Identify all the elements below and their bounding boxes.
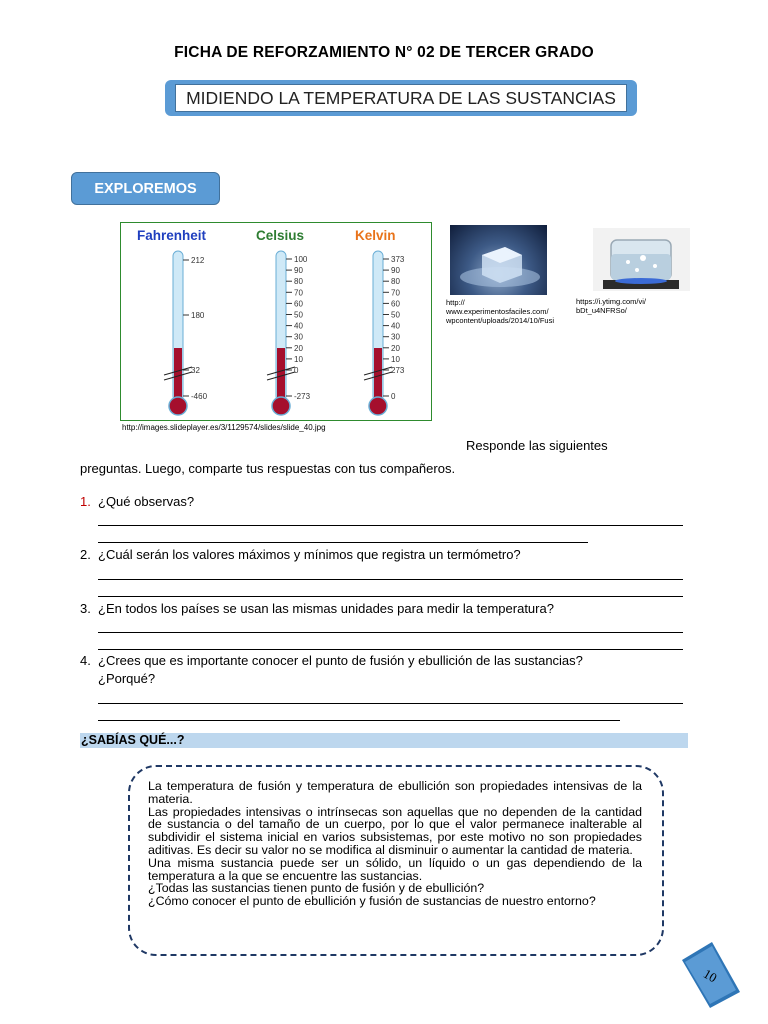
info-paragraph: ¿Cómo conocer el punto de ebullición y fusión de sustancias de nuestro entorno? [148, 894, 596, 909]
info-callout-text [148, 780, 642, 908]
scale-title-fahrenheit: Fahrenheit [137, 228, 207, 243]
boiling-water-photo [593, 228, 690, 291]
tick-label: 50 [294, 310, 303, 320]
info-paragraph: Las propiedades intensivas o intrínsecas son aquellas que no dependen de la cantidad de sustancia o del tamaño de un cuerpo, por lo que el valor permanece inalterable al subdividir el sistema inicial en varios subsistemas, por este motivo no son propiedades aditivas. Es decir su valor no se modifica al disminuir o aumentar la cantidad de materia. [148, 804, 642, 857]
intro-line-1: Responde las siguientes [466, 438, 608, 453]
question-3-number: 3. [80, 601, 91, 616]
question-2-number: 2. [80, 547, 91, 562]
question-3-text: ¿En todos los países se usan las mismas unidades para medir la temperatura? [98, 601, 554, 616]
tick-label: 0 [294, 366, 299, 375]
question-4-number: 4. [80, 653, 91, 668]
tick-label: 30 [391, 332, 400, 342]
info-paragraph: Una misma sustancia puede ser un sólido, un líquido o un gas dependiendo de la temperatura a la que se encuentre las sustancias. [148, 855, 642, 883]
ice-photo-credit-2: www.experimentosfaciles.com/ [446, 307, 549, 316]
thermometers-drawing [121, 223, 431, 420]
ice-photo-credit-1: http:// [446, 298, 465, 307]
question-4-text-2: ¿Porqué? [98, 671, 156, 686]
subtitle-text: MIDIENDO LA TEMPERATURA DE LAS SUSTANCIAS [175, 84, 627, 112]
explore-section-label: EXPLOREMOS [71, 172, 220, 205]
question-1-number: 1. [80, 494, 91, 509]
answer-line[interactable] [98, 542, 588, 543]
thermometer-bulb [369, 397, 387, 415]
page-number-badge [672, 940, 742, 1010]
tick-label: 273 [391, 366, 405, 375]
tick-label: 50 [391, 310, 400, 320]
tick-label: 90 [391, 266, 400, 276]
pot-photo-credit-1: https://i.ytimg.com/vi/ [576, 297, 647, 306]
answer-line[interactable] [98, 579, 683, 580]
page-title: FICHA DE REFORZAMIENTO N° 02 DE TERCER GRADO [174, 44, 594, 61]
intro-line-2: preguntas. Luego, comparte tus respuestas con tus compañeros. [80, 461, 456, 476]
tick-label: 10 [294, 354, 303, 364]
info-paragraph: La temperatura de fusión y temperatura de ebullición son propiedades intensivas de la materia. [148, 779, 642, 806]
thermometer-bulb [272, 397, 290, 415]
tick-label: 180 [191, 311, 205, 320]
ice-cube-photo [450, 225, 547, 295]
scale-title-celsius: Celsius [256, 228, 305, 243]
sabias-que-heading: ¿SABÍAS QUÉ...? [80, 733, 688, 748]
question-4-text: ¿Crees que es importante conocer el punto de fusión y ebullición de las sustancias? [98, 653, 583, 668]
tick-label: -460 [191, 392, 208, 401]
info-paragraph: ¿Todas las sustancias tienen punto de fusión y de ebullición? [148, 881, 485, 896]
answer-line[interactable] [98, 649, 683, 650]
thermometer-figure [120, 222, 432, 421]
tick-label: 0 [391, 392, 396, 401]
tick-label: 40 [391, 321, 400, 331]
tick-label: 60 [294, 299, 303, 309]
answer-line[interactable] [98, 720, 620, 721]
tick-label: 60 [391, 299, 400, 309]
answer-line[interactable] [98, 632, 683, 633]
tick-label: 100 [294, 255, 308, 264]
tick-label: 40 [294, 321, 303, 331]
thermometer-credit: http://images.slideplayer.es/3/1129574/slides/slide_40.jpg [122, 423, 326, 432]
pot-photo-credit-2: bDt_u4NFRSo/ [576, 306, 627, 315]
scale-title-kelvin: Kelvin [355, 228, 396, 243]
tick-label: 80 [391, 277, 400, 287]
tick-label: 373 [391, 255, 405, 264]
tick-label: 30 [294, 332, 303, 342]
thermometer-bulb [169, 397, 187, 415]
tick-label: 20 [391, 343, 400, 353]
tick-label: -273 [294, 392, 311, 401]
answer-line[interactable] [98, 525, 683, 526]
tick-label: 70 [391, 288, 400, 298]
ice-photo-credit-3: wpcontent/uploads/2014/10/Fusi [446, 316, 554, 325]
tick-label: 70 [294, 288, 303, 298]
question-1-text: ¿Qué observas? [98, 494, 195, 509]
tick-label: 20 [294, 343, 303, 353]
tick-label: 32 [191, 366, 200, 375]
question-2-text: ¿Cuál serán los valores máximos y mínimos que registra un termómetro? [98, 547, 521, 562]
tick-label: 10 [391, 354, 400, 364]
answer-line[interactable] [98, 703, 683, 704]
page-number: 10 [700, 965, 720, 986]
tick-label: 90 [294, 266, 303, 276]
answer-line[interactable] [98, 596, 683, 597]
subtitle-banner [165, 80, 637, 116]
tick-label: 80 [294, 277, 303, 287]
tick-label: 212 [191, 256, 205, 265]
